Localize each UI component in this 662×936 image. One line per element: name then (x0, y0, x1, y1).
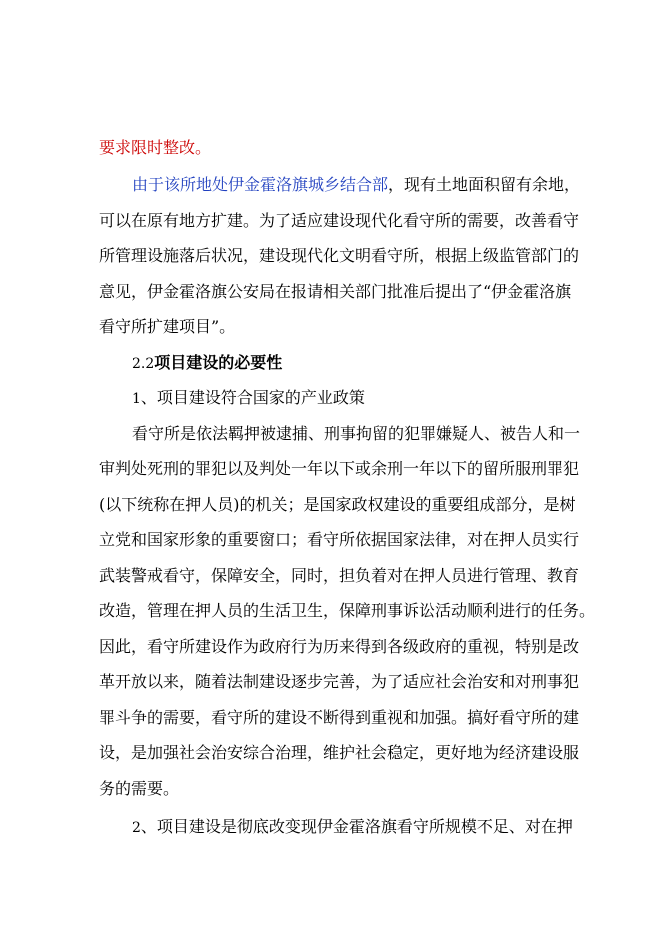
paragraph-line: 罪斗争的需要，看守所的建设不断得到重视和加强。搞好看守所的建 (99, 708, 580, 727)
paragraph-line: 设，是加强社会治安综合治理，维护社会稳定，更好地为经济建设服 (99, 743, 580, 762)
item-text: 、项目建设是彻底改变现伊金霍洛旗看守所规模不足、对在押 (140, 817, 573, 836)
paragraph-line: 可以在原有地方扩建。为了适应建设现代化看守所的需要，改善看守 (99, 211, 580, 230)
item-text: 、项目建设符合国家的产业政策 (140, 388, 365, 407)
section-number: 2.2 (132, 356, 155, 372)
text-span: 要求限时整改。 (99, 138, 212, 157)
paragraph-line: 看守所是依法羁押被逮捕、刑事拘留的犯罪嫌疑人、被告人和一 (132, 424, 581, 443)
paragraph-line: 务的需要。 (99, 779, 180, 798)
paragraph-line: 立党和国家形象的重要窗口；看守所依据国家法律，对在押人员实行 (99, 530, 580, 549)
item-number: 2 (132, 820, 141, 836)
paragraph-line: 武装警戒看守，保障安全，同时，担负着对在押人员进行管理、教育 (99, 566, 580, 585)
text-span: ，现有土地面积留有余地， (388, 175, 581, 194)
paragraph-line: 审判处死刑的罪犯以及判处一年以下或余刑一年以下的留所服刑罪犯 (99, 459, 580, 478)
list-item (132, 387, 365, 410)
paragraph-line (132, 174, 580, 196)
paragraph-line: 所管理设施落后状况，建设现代化文明看守所，根据上级监管部门的 (99, 246, 580, 265)
paragraph-line: 意见，伊金霍洛旗公安局在报请相关部门批准后提出了“伊金霍洛旗 (99, 282, 572, 301)
list-item (132, 816, 573, 839)
paragraph-line (99, 137, 211, 159)
paragraph-line: 革开放以来，随着法制建设逐步完善，为了适应社会治安和对刑事犯 (99, 672, 580, 691)
paragraph-line: 因此，看守所建设作为政府行为历来得到各级政府的重视，特别是改 (99, 637, 580, 656)
paragraph-line: 看守所扩建项目”。 (99, 317, 236, 336)
section-title: 项目建设的必要性 (154, 353, 283, 372)
item-number: 1 (132, 391, 141, 407)
section-heading (132, 352, 282, 375)
paragraph-line: 改造，管理在押人员的生活卫生，保障刑事诉讼活动顺利进行的任务。 (99, 601, 596, 620)
highlighted-text: 由于该所地处伊金霍洛旗城乡结合部 (132, 175, 389, 194)
paragraph-line: (以下统称在押人员)的机关；是国家政权建设的重要组成部分，是树 (99, 495, 576, 514)
